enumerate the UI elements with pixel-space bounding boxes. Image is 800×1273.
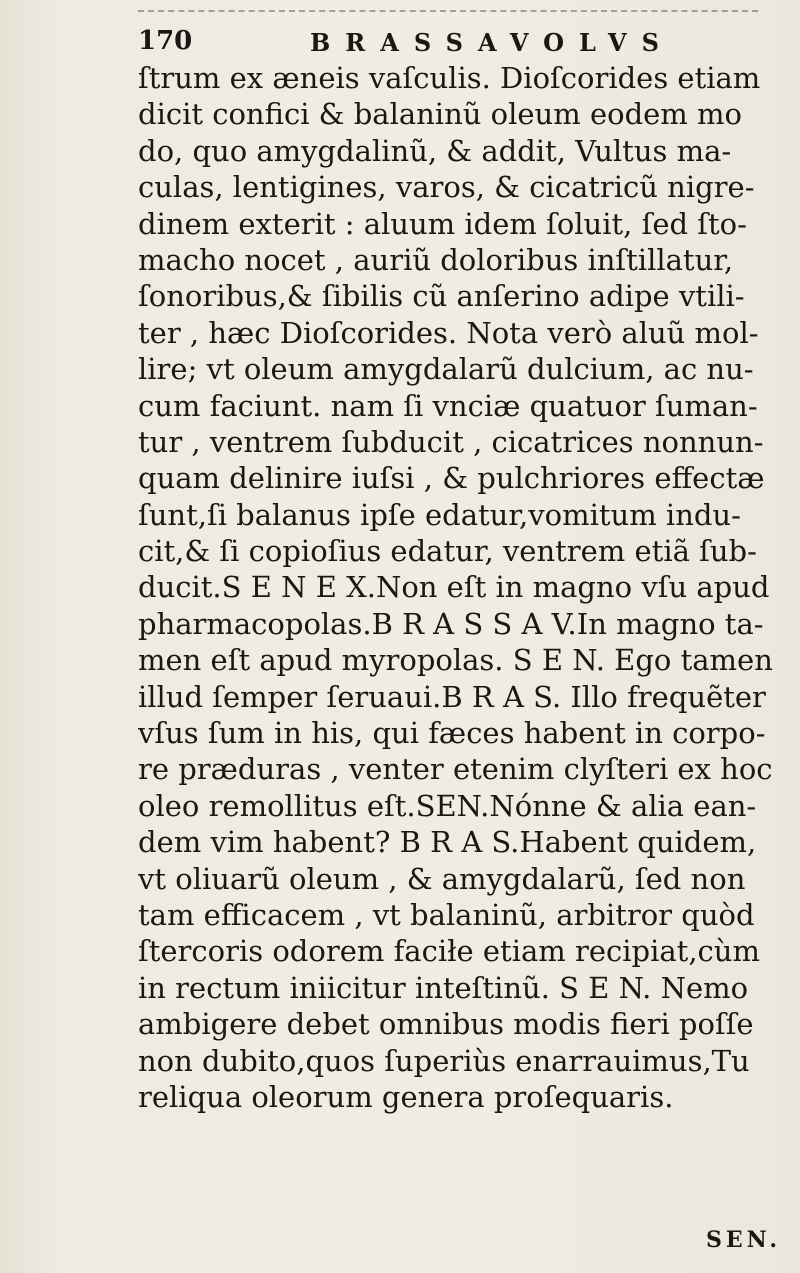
text-line: oleo remollitus eſt.SEN.Nónne & alia ean- [138,788,757,823]
catchword: SEN. [706,1227,782,1253]
running-head: BRASSAVOLVS [310,28,674,57]
text-line: cum faciunt. nam ſi vnciæ quatuor ſuman- [138,388,758,423]
text-line: quam delinire iuſsi , & pulchriores effectæ [138,461,765,496]
text-line: dem vim habent? B R A S.Habent quidem, [138,825,757,860]
text-line: reliqua oleorum genera proſequaris. [138,1079,674,1114]
text-line: tam efficacem , vt balaninũ, arbitror quòd [138,897,755,932]
page-number: 170 [138,26,193,56]
text-line: men eſt apud myropolas. S E N. Ego tamen [138,643,773,678]
text-line: ſonoribus,& ſibilis cũ anſerino adipe vtili- [138,279,745,314]
text-line: do, quo amygdalinũ, & addit, Vultus ma- [138,133,732,168]
text-line: lire; vt oleum amygdalarũ dulcium, ac nu- [138,352,754,387]
top-rule [138,10,758,12]
text-line: re præduras , venter etenim clyſteri ex hoc [138,752,773,787]
text-line: dinem exterit : aluum idem ſoluit, ſed ſto- [138,206,747,241]
text-line: pharmacopolas.B R A S S A V.In magno ta- [138,606,764,641]
text-line: non dubito,quos ſuperiùs enarrauimus,Tu [138,1043,750,1078]
text-line: ſtercoris odorem faciłe etiam recipiat,cùm [138,934,760,969]
text-line: tur , ventrem ſubducit , cicatrices nonnun- [138,424,764,459]
text-line: ducit.S E N E X.Non eſt in magno vſu apud [138,570,770,605]
text-line: ter , hæc Dioſcorides. Nota verò aluũ mol- [138,315,759,350]
text-line: vt oliuarũ oleum , & amygdalarũ, ſed non [138,861,746,896]
page-header [138,26,758,64]
text-line: ſunt,ſi balanus ipſe edatur,vomitum indu- [138,497,741,532]
body-text [138,60,778,1115]
text-line: in rectum iniicitur inteſtinũ. S E N. Nemo [138,970,749,1005]
text-line: illud ſemper ſeruaui.B R A S. Illo frequẽter [138,679,766,714]
text-line: vſus ſum in his, qui fæces habent in corpo- [138,716,766,751]
text-line: dicit confici & balaninũ oleum eodem mo [138,97,742,132]
text-line: macho nocet , auriũ doloribus inſtillatur, [138,242,734,277]
text-line: ſtrum ex æneis vaſculis. Dioſcorides etiam [138,61,761,95]
text-line: cit,& ſi copioſius edatur, ventrem etiã ſub- [138,534,757,569]
text-line: ambigere debet omnibus modis fieri poſſe [138,1007,754,1042]
text-line: culas, lentigines, varos, & cicatricũ nigre- [138,170,755,205]
